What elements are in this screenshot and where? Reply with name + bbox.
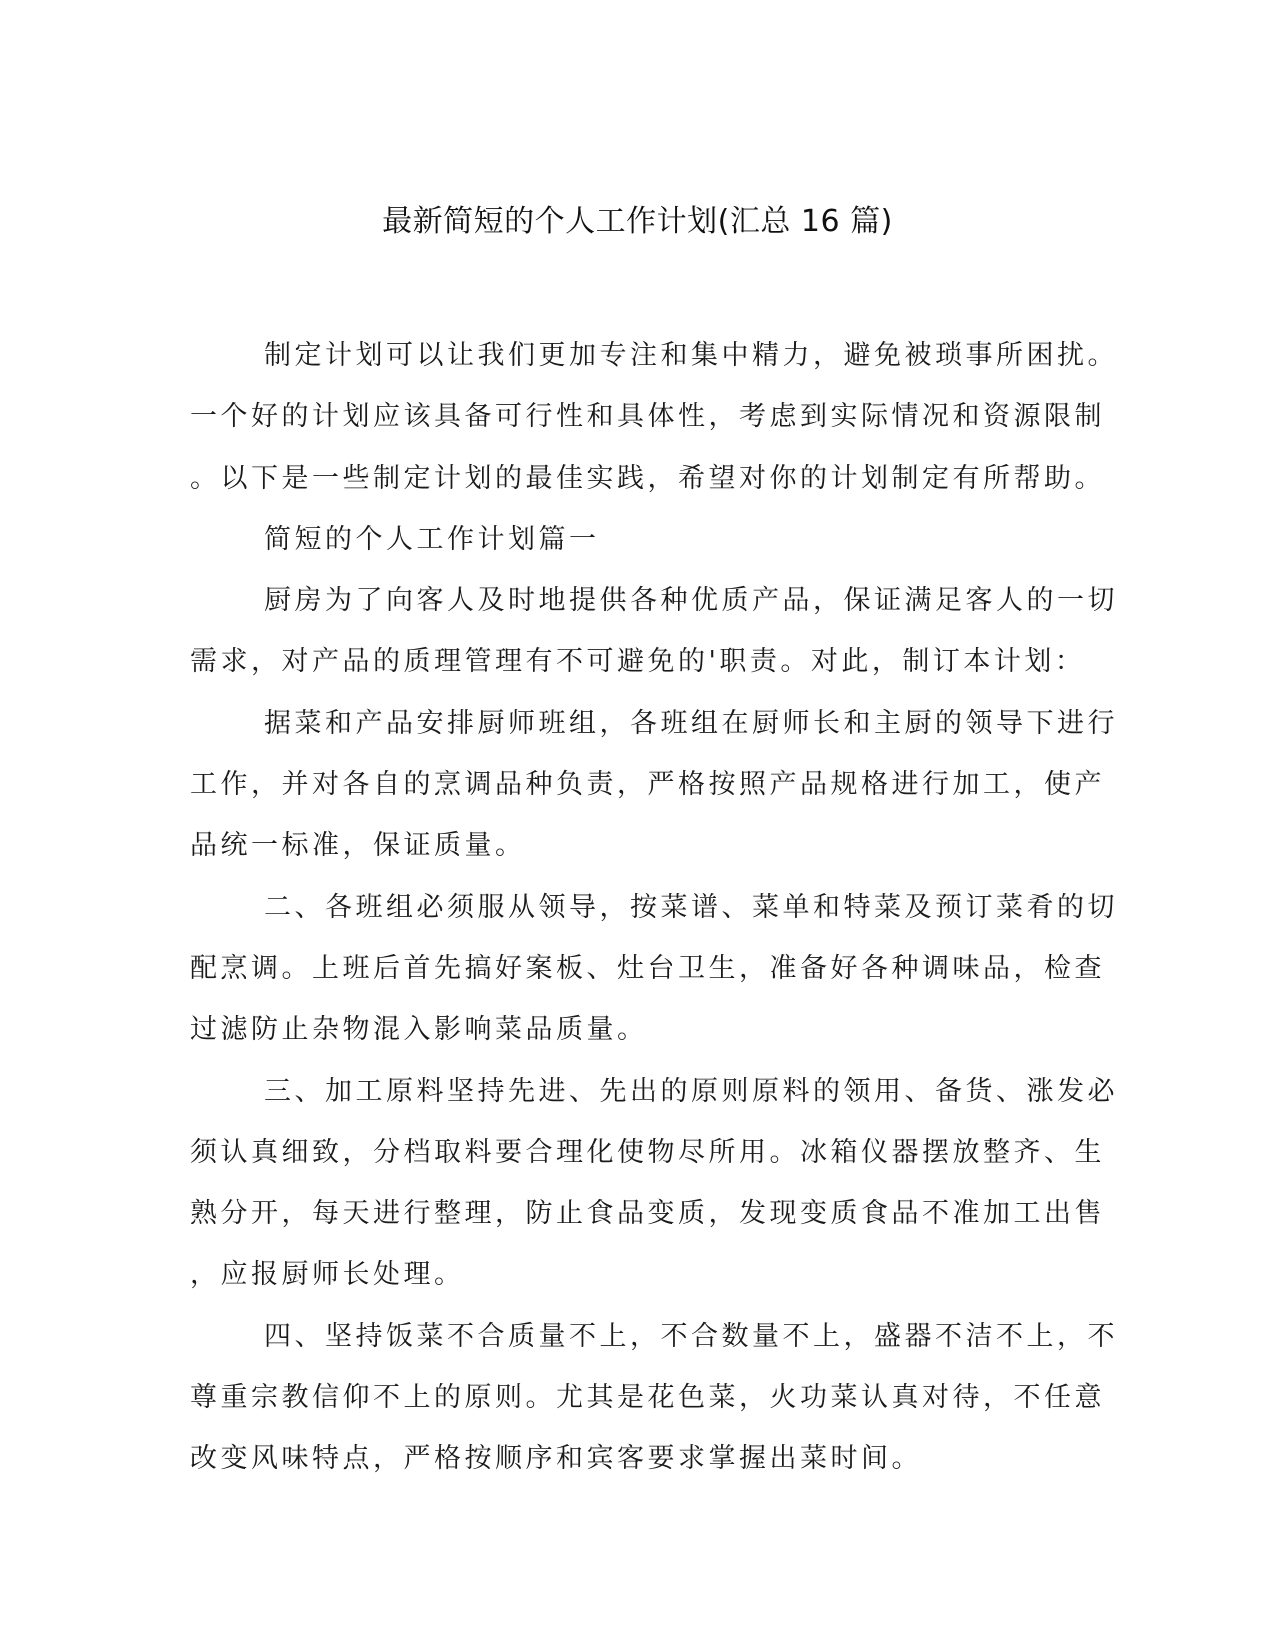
text-line: 简短的个人工作计划篇一 — [264, 523, 600, 555]
text-line: 制定计划可以让我们更加专注和集中精力，避免被琐事所困扰。 — [264, 340, 1118, 371]
text-line: 配烹调。上班后首先搞好案板、灶台卫生，准备好各种调味品，检查 — [190, 952, 1105, 984]
text-line: 厨房为了向客人及时地提供各种优质产品，保证满足客人的一切 — [264, 585, 1118, 617]
text-line: 品统一标准，保证质量。 — [190, 830, 526, 862]
text-line: 据菜和产品安排厨师班组，各班组在厨师长和主厨的领导下进行 — [264, 707, 1118, 739]
paragraph — [190, 1306, 1118, 1490]
paragraph — [190, 877, 1118, 1061]
section-heading — [190, 509, 1080, 570]
text-line: 二、各班组必须服从领导，按菜谱、菜单和特菜及预订菜肴的切 — [264, 891, 1118, 923]
text-line: 工作，并对各自的烹调品种负责，严格按照产品规格进行加工，使产 — [190, 769, 1105, 801]
text-line: 四、坚持饭菜不合质量不上，不合数量不上，盛器不洁不上，不 — [264, 1320, 1118, 1352]
document-body — [190, 325, 1118, 1490]
paragraph — [190, 570, 1118, 693]
paragraph-intro — [190, 325, 1118, 509]
text-line: 三、加工原料坚持先进、先出的原则原料的领用、备货、涨发必 — [264, 1075, 1118, 1107]
text-line: 改变风味特点，严格按顺序和宾客要求掌握出菜时间。 — [190, 1443, 922, 1475]
paragraph — [190, 1061, 1118, 1306]
text-line: ，应报厨师长处理。 — [190, 1259, 465, 1291]
document-title: 最新简短的个人工作计划(汇总 16 篇) — [382, 204, 893, 239]
text-line: 熟分开，每天进行整理，防止食品变质，发现变质食品不准加工出售 — [190, 1198, 1105, 1230]
text-line: 需求，对产品的质理管理有不可避免的'职责。对此，制订本计划： — [190, 646, 1086, 678]
text-line: 须认真细致，分档取料要合理化使物尽所用。冰箱仪器摆放整齐、生 — [190, 1136, 1105, 1168]
text-line: 尊重宗教信仰不上的原则。尤其是花色菜，火功菜认真对待，不任意 — [190, 1382, 1105, 1414]
text-line: 一个好的计划应该具备可行性和具体性，考虑到实际情况和资源限制 — [190, 401, 1105, 433]
text-line: 过滤防止杂物混入影响菜品质量。 — [190, 1014, 648, 1046]
paragraph — [190, 693, 1118, 877]
text-line: 。以下是一些制定计划的最佳实践，希望对你的计划制定有所帮助。 — [190, 462, 1105, 494]
